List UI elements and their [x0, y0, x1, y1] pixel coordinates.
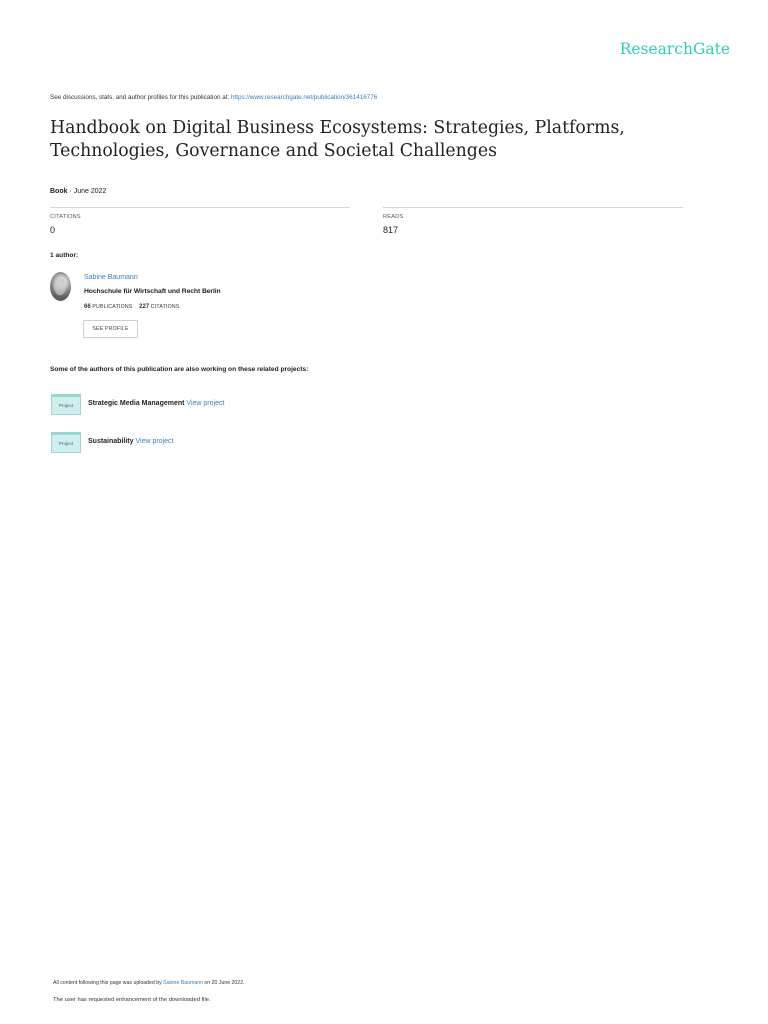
view-project-link[interactable]: View project: [135, 438, 174, 445]
reads-divider: [383, 207, 683, 208]
citations-value: 0: [50, 225, 56, 235]
avatar[interactable]: [50, 272, 71, 301]
project-folder-icon: Project: [51, 432, 81, 453]
discussion-note: [50, 94, 377, 101]
publication-title: Handbook on Digital Business Ecosystems: Strategies, Platforms, Technologies, Governance and Societal Challenges: [50, 118, 625, 161]
projects-heading: Some of the authors of this publication are also working on these related projects:: [50, 366, 309, 373]
see-profile-button[interactable]: SEE PROFILE: [83, 320, 138, 338]
upload-note: [53, 980, 245, 986]
reads-label: READS: [383, 214, 404, 220]
citations-divider: [50, 207, 350, 208]
project-name: Strategic Media Management: [88, 400, 185, 407]
citations-label: CITATIONS: [50, 214, 81, 220]
view-project-link[interactable]: View project: [186, 400, 225, 407]
publication-meta: [50, 188, 106, 195]
author-citations-count: 227: [139, 304, 150, 310]
list-item: [88, 400, 224, 407]
uploader-link[interactable]: Sabine Baumann: [163, 980, 203, 986]
project-name: Sustainability: [88, 438, 134, 445]
author-name-link[interactable]: Sabine Baumann: [84, 274, 138, 281]
researchgate-logo[interactable]: ResearchGate: [619, 40, 730, 58]
author-affiliation: Hochschule für Wirtschaft und Recht Berlin: [84, 288, 221, 295]
publication-type: Book: [50, 188, 68, 195]
discussion-text: See discussions, stats, and author profiles for this publication at:: [50, 94, 231, 101]
enhancement-note: The user has requested enhancement of the downloaded file.: [53, 997, 211, 1003]
publications-label: PUBLICATIONS: [92, 304, 133, 310]
list-item: [88, 438, 173, 445]
upload-prefix: All content following this page was uploaded by: [53, 980, 164, 986]
publications-count: 66: [84, 304, 91, 310]
upload-suffix: on 20 June 2022.: [202, 980, 245, 986]
author-stats: [84, 304, 180, 310]
reads-value: 817: [383, 225, 399, 235]
project-folder-icon: Project: [51, 394, 81, 415]
publication-link[interactable]: https://www.researchgate.net/publication/361416776: [230, 94, 378, 101]
publication-date: · June 2022: [67, 188, 107, 195]
authors-heading: 1 author:: [50, 252, 79, 259]
author-citations-label: CITATIONS: [150, 304, 180, 310]
